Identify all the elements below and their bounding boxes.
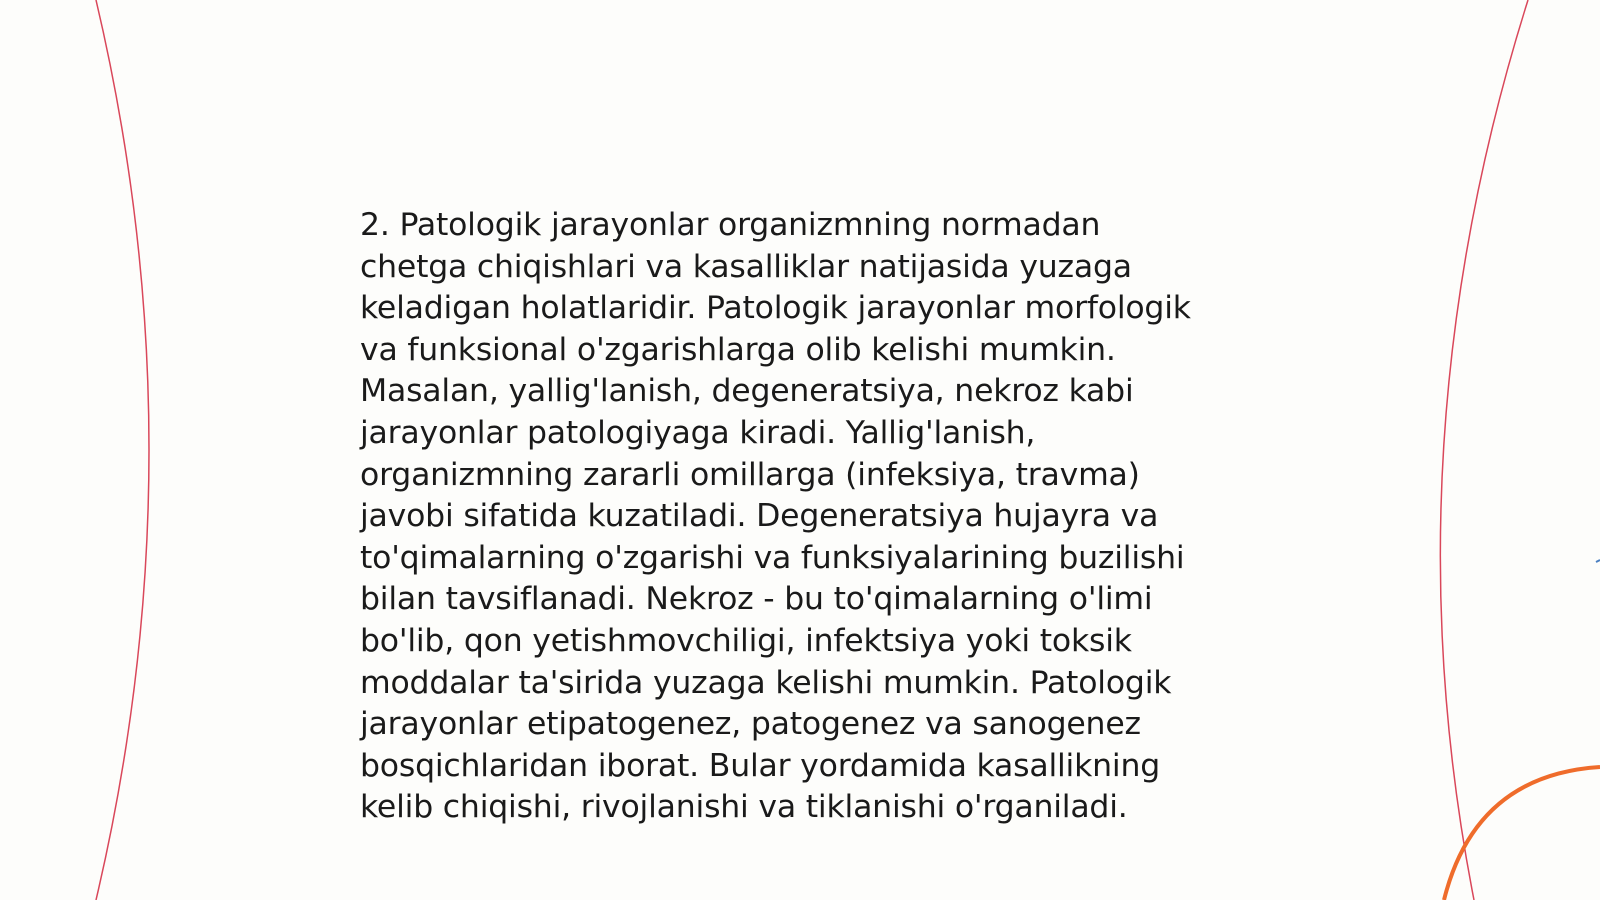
small-blue-tick: [1596, 560, 1600, 562]
left-curve-line: [96, 0, 149, 900]
orange-arc: [1444, 767, 1600, 900]
slide-body-text: 2. Patologik jarayonlar organizmning normadan chetga chiqishlari va kasalliklar natijasida yuzaga keladigan holatlaridir. Patologik jarayonlar morfologik va funksional o'zgarishlarga olib kelishi mumkin. Masalan, yallig'lanish, degeneratsiya, nekroz kabi jarayonlar patologiyaga kiradi. Yallig'lanish, organizmning zararli omillarga (infeksiya, travma) javobi sifatida kuzatiladi. Degeneratsiya hujayra va to'qimalarning o'zgarishi va funksiyalarining buzilishi bilan tavsiflanadi. Nekroz - bu to'qimalarning o'limi bo'lib, qon yetishmovchiligi, infektsiya yoki toksik moddalar ta'sirida yuzaga kelishi mumkin. Patologik jarayonlar etipatogenez, patogenez va sanogenez bosqichlaridan iborat. Bular yordamida kasallikning kelib chiqishi, rivojlanishi va tiklanishi o'rganiladi.: [360, 207, 1191, 826]
right-curve-line: [1440, 0, 1528, 900]
